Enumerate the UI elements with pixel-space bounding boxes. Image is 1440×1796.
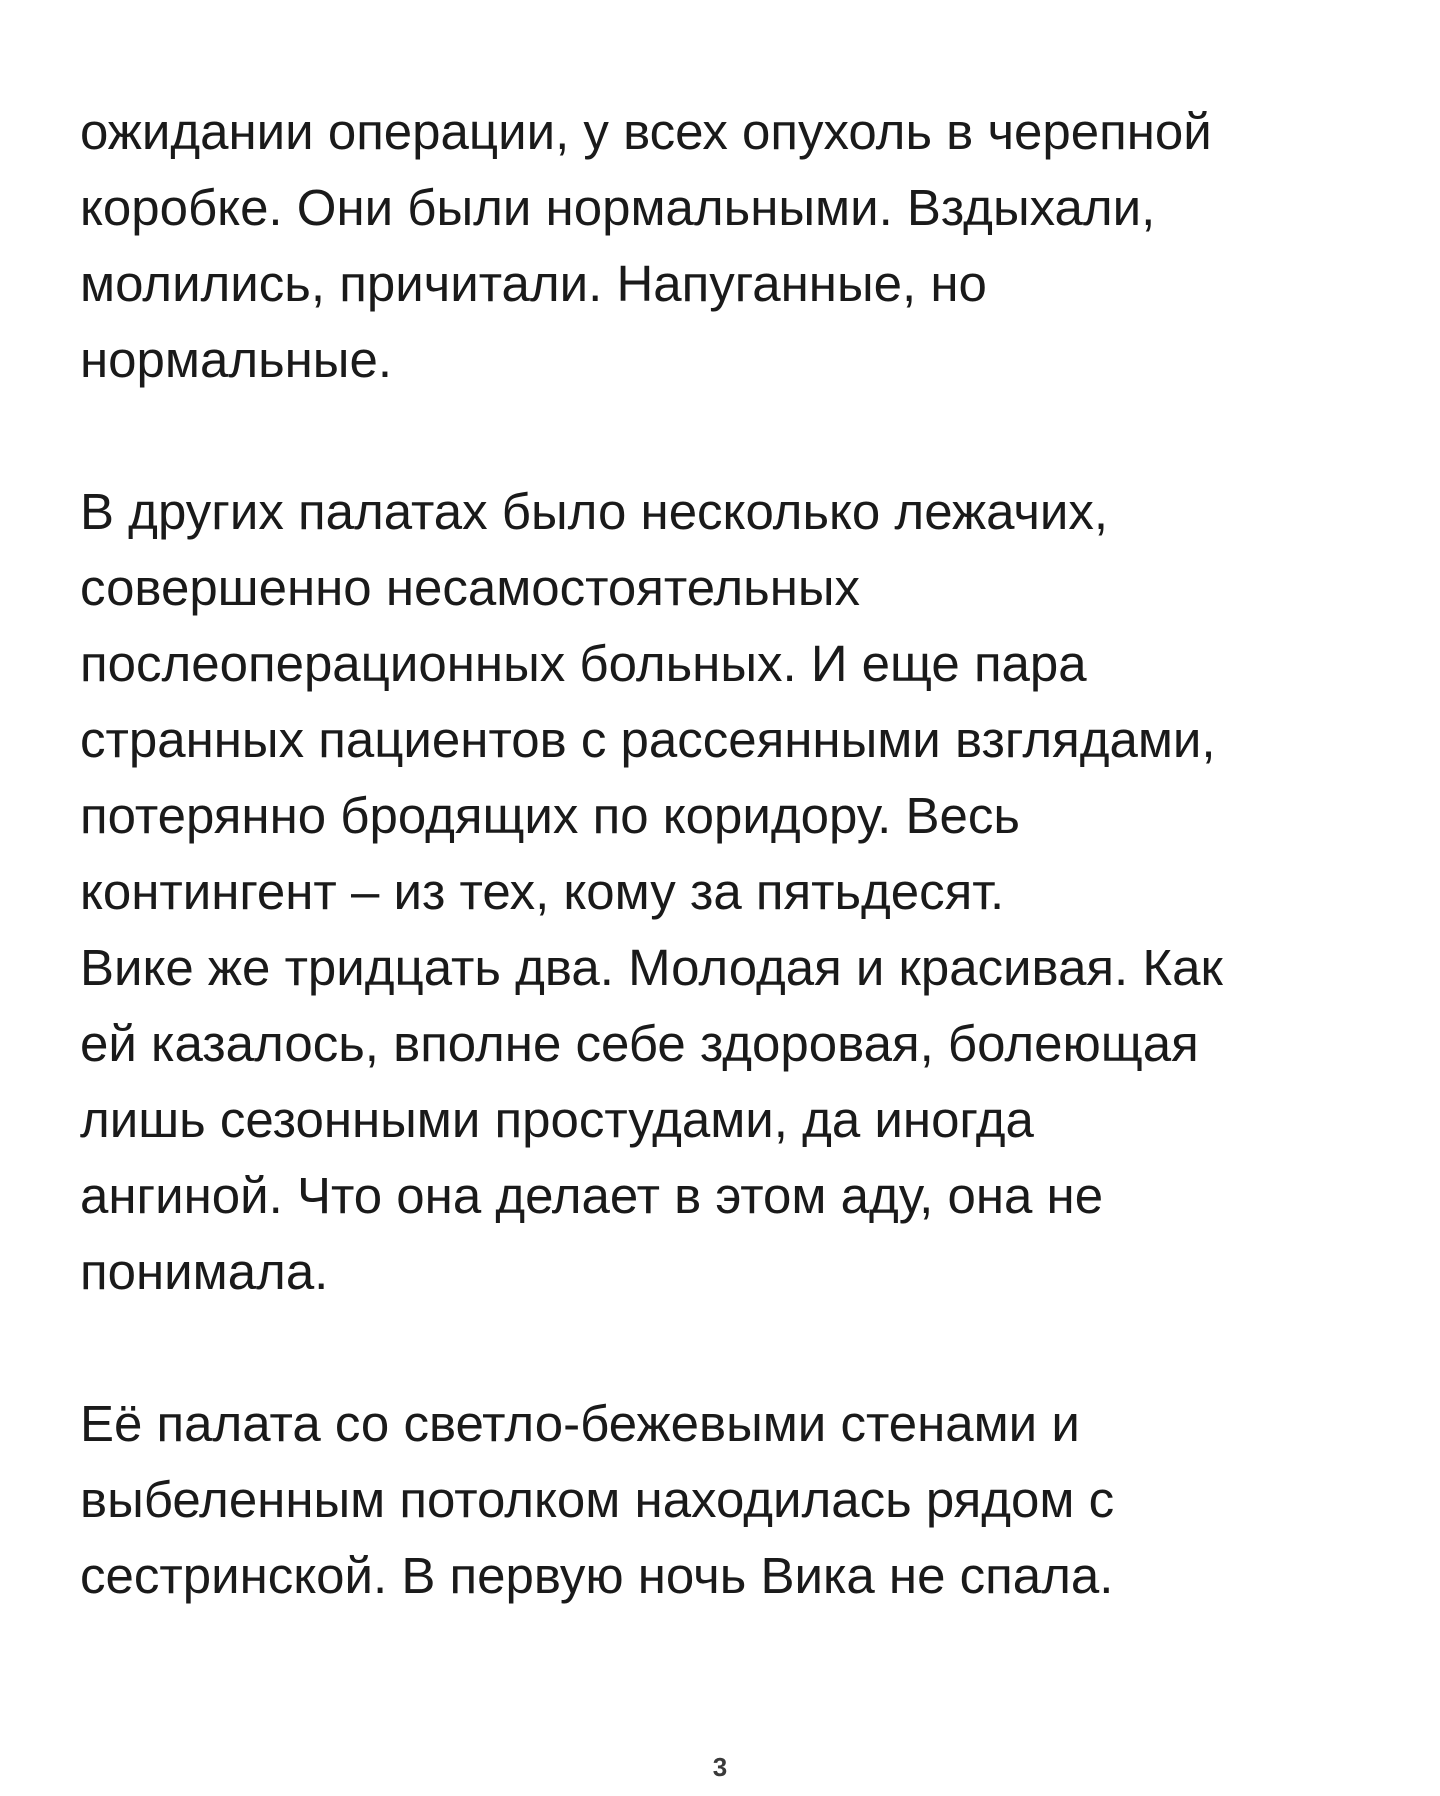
document-body (80, 94, 1400, 1614)
text-line: В других палатах было несколько лежачих, (80, 483, 1109, 540)
text-line: потерянно бродящих по коридору. Весь (80, 787, 1020, 844)
text-line: лишь сезонными простудами, да иногда (80, 1091, 1034, 1148)
paragraph-gap (80, 398, 1400, 474)
page-number: 3 (712, 1752, 728, 1782)
text-line: Вике же тридцать два. Молодая и красивая. Как (80, 939, 1223, 996)
text-line: понимала. (80, 1243, 329, 1300)
paragraph-gap (80, 1310, 1400, 1386)
text-line: послеоперационных больных. И еще пара (80, 635, 1087, 692)
text-line: коробке. Они были нормальными. Вздыхали, (80, 179, 1156, 236)
text-line: ангиной. Что она делает в этом аду, она не (80, 1167, 1104, 1224)
text-line: молились, причитали. Напуганные, но (80, 255, 987, 312)
text-line: сестринской. В первую ночь Вика не спала. (80, 1547, 1114, 1604)
text-line: выбеленным потолком находилась рядом с (80, 1471, 1115, 1528)
text-line: нормальные. (80, 331, 393, 388)
text-line: ожидании операции, у всех опухоль в черепной (80, 103, 1212, 160)
text-line: Её палата со светло-бежевыми стенами и (80, 1395, 1080, 1452)
text-line: ей казалось, вполне себе здоровая, болеющая (80, 1015, 1199, 1072)
text-line: контингент – из тех, кому за пятьдесят. (80, 863, 1005, 920)
text-line: совершенно несамостоятельных (80, 559, 861, 616)
text-line: странных пациентов с рассеянными взглядами, (80, 711, 1216, 768)
